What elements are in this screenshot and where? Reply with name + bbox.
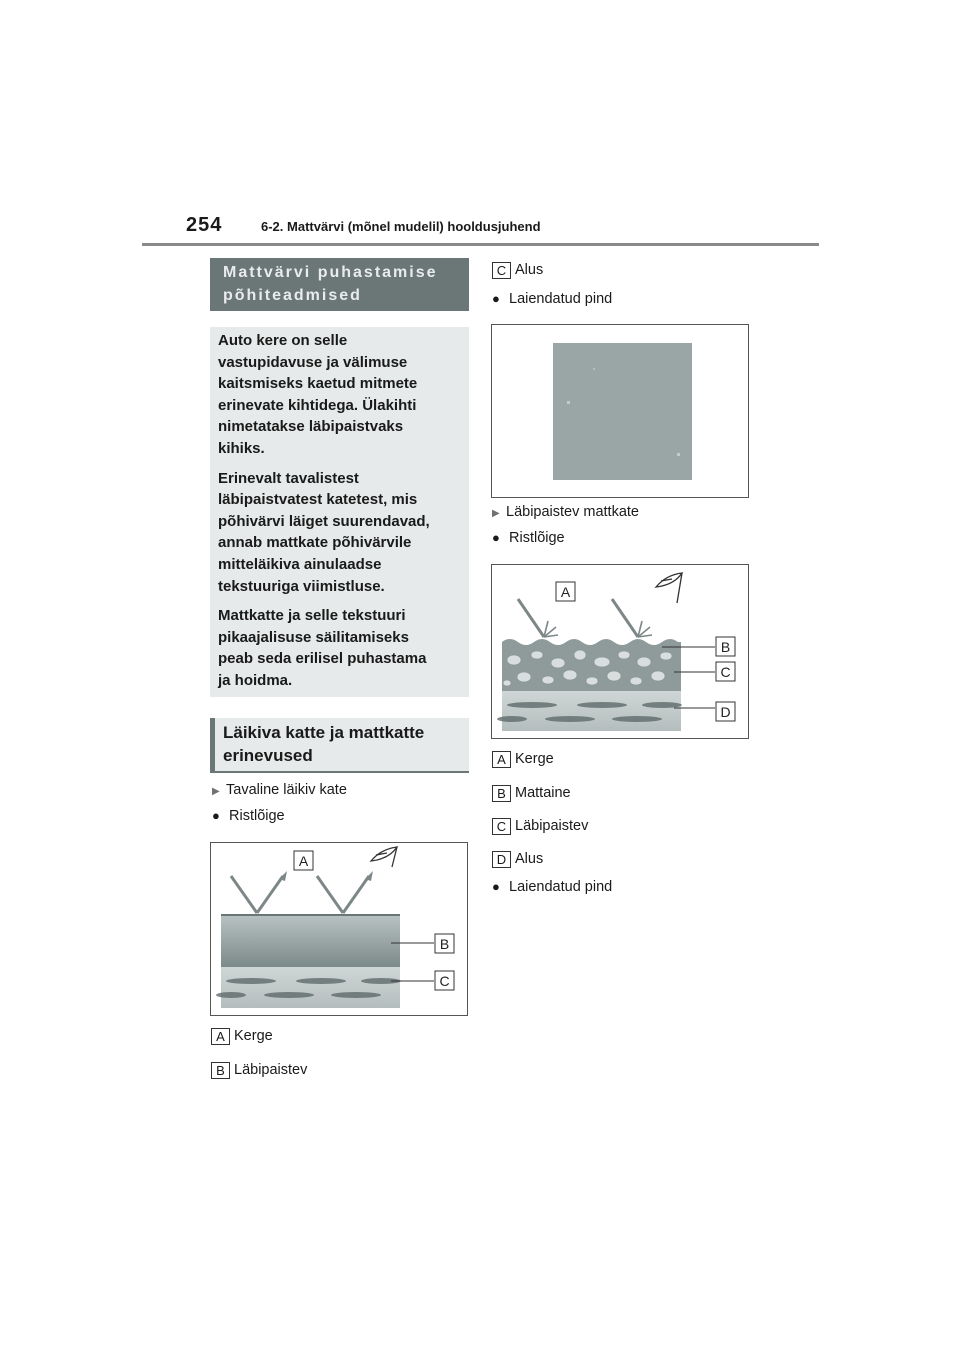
header-rule bbox=[142, 243, 819, 246]
triangle-right-icon: ▶ bbox=[212, 786, 220, 797]
matte-extended-bullet: ● Laiendatud pind bbox=[492, 879, 613, 895]
callout-b: B bbox=[720, 639, 731, 655]
section2-title: Läikiva katte ja mattkatte erinevused bbox=[210, 718, 469, 773]
gloss-cross-section-figure bbox=[210, 842, 468, 1016]
base-layer bbox=[221, 967, 400, 1008]
matte-cross-section-figure bbox=[491, 564, 749, 739]
matte-diagram bbox=[492, 565, 748, 738]
info-paragraph-3: Mattkatte ja selle tekstuuri pikaajalisuse säilitamiseks peab seda erilisel puhastama ja hoidma. bbox=[218, 607, 427, 689]
gloss-legend-b: B Läbipaistev bbox=[211, 1061, 307, 1079]
bullet-icon: ● bbox=[492, 291, 500, 306]
info-paragraph-1: Auto kere on selle vastupidavuse ja välimuse kaitsmiseks kaetud mitmete erinevate kihtidega. Ülakihti nimetatakse läbipaistvaks kihiks. bbox=[218, 332, 418, 457]
callout-a: A bbox=[298, 853, 309, 869]
matte-legend-b: B Mattaine bbox=[492, 784, 571, 802]
matte-legend-a: A Kerge bbox=[492, 750, 554, 768]
matte-bullet: ● Ristlõige bbox=[492, 530, 565, 546]
matte-legend-d: D Alus bbox=[492, 850, 543, 868]
gloss-legend-a: A Kerge bbox=[211, 1027, 273, 1045]
matte-base-layer bbox=[502, 691, 681, 731]
callout-a: A bbox=[560, 584, 571, 600]
section1-title: Mattvärvi puhastamise põhiteadmised bbox=[210, 258, 469, 311]
matte-heading: ▶ Läbipaistev mattkate bbox=[492, 503, 639, 523]
bullet-icon: ● bbox=[212, 808, 220, 823]
bullet-icon: ● bbox=[492, 530, 500, 545]
gloss-heading: ▶ Tavaline läikiv kate bbox=[212, 781, 347, 801]
gloss-bullet: ● Ristlõige bbox=[212, 808, 285, 824]
clear-layer bbox=[221, 915, 400, 967]
callout-c: C bbox=[439, 973, 450, 989]
gloss-legend-c: C Alus bbox=[492, 261, 543, 279]
gloss-extended-bullet: ● Laiendatud pind bbox=[492, 291, 613, 307]
gloss-surface-swatch bbox=[553, 343, 692, 480]
eye-icon bbox=[371, 847, 397, 867]
gloss-diagram bbox=[211, 843, 467, 1015]
callout-c: C bbox=[720, 664, 731, 680]
matte-legend-c: C Läbipaistev bbox=[492, 817, 588, 835]
triangle-right-icon: ▶ bbox=[492, 508, 500, 519]
bullet-icon: ● bbox=[492, 879, 500, 894]
info-box bbox=[210, 327, 469, 697]
page-number: 254 bbox=[186, 214, 223, 236]
section-title: 6-2. Mattvärvi (mõnel mudelil) hooldusjuhend bbox=[261, 219, 541, 234]
callout-d: D bbox=[720, 704, 731, 720]
callout-b: B bbox=[439, 936, 450, 952]
gloss-surface-figure bbox=[491, 324, 749, 498]
info-paragraph-2: Erinevalt tavalistest läbipaistvatest katetest, mis põhivärvi läiget suurendavad, annab mattkate põhivärvile mitteläikiva ainulaadse tekstuuriga viimistluse. bbox=[218, 469, 430, 595]
eye-icon bbox=[656, 573, 682, 603]
